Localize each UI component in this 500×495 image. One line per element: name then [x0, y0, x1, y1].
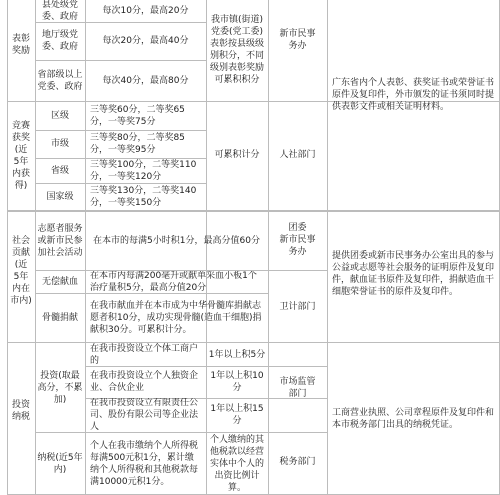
award-dept: 人社部门 [279, 150, 316, 160]
honor-level-province: 省部级以上党委、政府 [37, 69, 83, 92]
honor-dept: 新市民事 务办 [279, 29, 316, 51]
award-level-district: 区级 [50, 111, 69, 121]
tax-rule: 个人缴纳的其他税款以经营实体中个人的出资比例计算。 [209, 434, 264, 493]
honor-score-county: 每次10分，最高20分 [102, 6, 189, 16]
invest-label: 投资(取最高分，不累加) [37, 370, 83, 405]
category-label-competition: 竞赛 获奖 (近 5年 内获 得) [11, 121, 30, 191]
award-level-national: 国家级 [46, 191, 74, 202]
category-label-honors: 表彰 奖励 [11, 34, 30, 56]
award-score-district: 三等奖60分，二等奖65分，一等奖75分 [90, 105, 185, 127]
award-score-national: 三等奖130分，二等奖140分，一等奖150分 [90, 185, 197, 208]
evidence-honors-awards: 广东省内个人表彰、获奖证书或荣誉证书原件及复印件，外市颁发的证书须同时提供表彰文件或相关证明材料。 [332, 78, 495, 112]
volunteer-type: 志愿者服务或新市民参加社会活动 [37, 224, 83, 258]
honor-score-prefecture: 每次20分，最高40分 [102, 36, 189, 46]
health-dept: 卫计部门 [279, 302, 316, 312]
invest-score-individual: 1年以上积5分 [208, 349, 266, 360]
tax-dept: 税务部门 [279, 457, 316, 467]
volunteer-dept: 团委 新市民事 务办 [279, 223, 316, 257]
award-score-province: 三等奖100分，二等奖110分，一等奖120分 [90, 159, 197, 182]
marrow-score: 在我市献血并在本市成为中华骨髓库捐献志愿者积10分，成功实现骨髓(造血干细胞)捐献积30分。可累积计分。 [90, 301, 262, 335]
award-rule: 可累积计分 [214, 150, 260, 160]
award-level-city: 市级 [50, 139, 69, 149]
honor-rule: 我市镇(街道)党委(党工委)表彰按县级级别积分，不同级别表彰奖励可累积积分 [209, 15, 264, 85]
category-label-invest-tax: 投资 纳税 [11, 400, 30, 422]
award-level-province: 省级 [50, 165, 69, 176]
award-score-city: 三等奖80分，二等奖85分，一等奖95分 [90, 133, 185, 155]
honor-level-prefecture: 地厅级党委、政府 [41, 30, 78, 52]
category-label-social: 社会 贡献 (近 5年 内在 市内) [10, 236, 32, 306]
evidence-invest-tax: 工商营业执照、公司章程原件及复印件和本市税务部门出具的纳税凭证。 [332, 408, 495, 430]
blood-score: 在本市内每满200毫升或献单采血小板1个治疗量积5分，最高分值20分 [90, 271, 257, 293]
evidence-social: 提供团委或新市民事务办公室出具的参与公益或志愿等社会服务的证明原件及复印件，献血证书原件及复印件，捐献造血干细胞荣誉证书的原件及复印件。 [332, 251, 495, 297]
invest-desc-individual: 在我市投资设立个体工商户的 [90, 343, 199, 366]
invest-score-company: 1年以上积15分 [210, 404, 264, 426]
invest-dept: 市场监管 部门 [279, 377, 316, 399]
invest-desc-company: 在我市投资设立有限责任公司、股份有限公司等企业法人 [90, 398, 199, 432]
honor-score-province: 每次40分，最高80分 [102, 75, 189, 86]
tax-label: 纳税(近5年内) [37, 452, 83, 475]
invest-desc-partnership: 在我市投资设立个人独资企业、合伙企业 [90, 371, 199, 393]
blood-type: 无偿献血 [41, 277, 78, 287]
invest-score-partnership: 1年以上积10分 [210, 371, 264, 393]
volunteer-score: 在本市的每满5小时积1分，最高分值60分 [93, 236, 260, 246]
honor-level-county: 县处级党委、政府 [41, 0, 78, 22]
tax-desc: 个人在我市缴纳个人所得税每满500元积1分，累计缴纳个人所得税和其他税款每满10000元积1分。 [90, 440, 199, 487]
marrow-type: 骨髓捐献 [41, 313, 78, 323]
